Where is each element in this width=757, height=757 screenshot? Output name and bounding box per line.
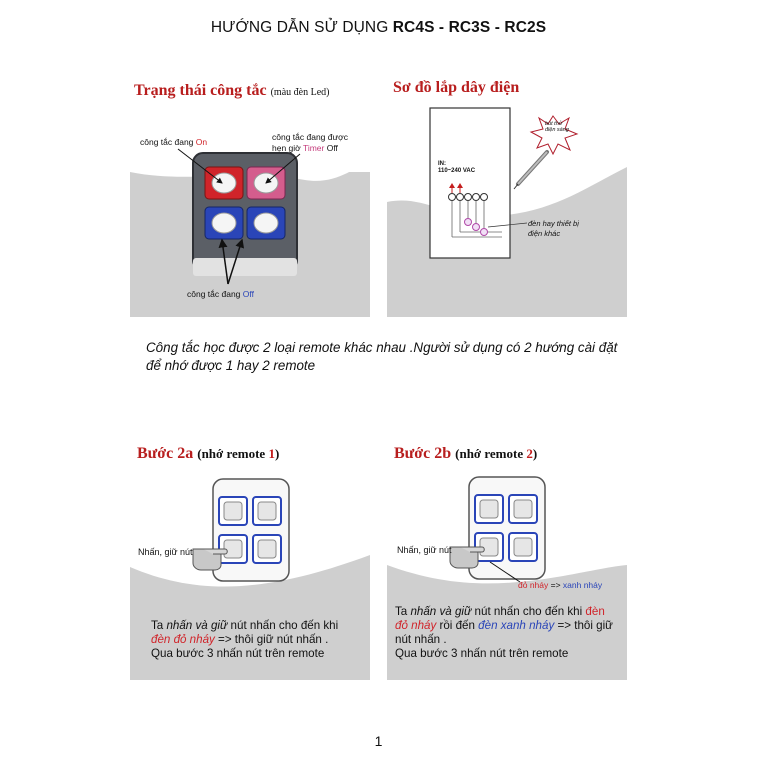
step2b-then: rồi đến xyxy=(436,619,479,632)
label-off-prefix: công tắc đang xyxy=(187,289,243,299)
tester-label xyxy=(545,121,569,133)
step2b-line4: Qua bước 3 nhấn nút trên remote xyxy=(395,647,569,660)
step2b-ta: Ta xyxy=(395,605,411,618)
device-line2: điện khác xyxy=(528,229,561,238)
device-line1: đèn hay thiết bị xyxy=(528,219,579,228)
step2b-sub-suffix: ) xyxy=(532,446,538,461)
status-heading-text: Trạng thái công tắc xyxy=(134,82,267,99)
label-timer-prefix: hẹn giờ xyxy=(272,143,303,153)
tester-line2: điện sáng xyxy=(545,127,569,133)
step2b-sub-num: 2 xyxy=(526,446,533,461)
step2a-red-blink: đèn đỏ nháy xyxy=(151,633,215,646)
step2b-press: nhấn và giữ xyxy=(410,605,472,618)
label-off-word: Off xyxy=(242,289,254,299)
step2a-ta: Ta xyxy=(151,619,167,632)
step2b-instructions xyxy=(395,605,623,661)
blink-arrow: => xyxy=(548,580,563,590)
step2b-title: Bước 2b xyxy=(394,445,452,462)
label-on-word: On xyxy=(195,137,208,147)
label-timer-suffix: Off xyxy=(324,143,338,153)
intro-note xyxy=(146,339,626,375)
step2a-sub-suffix: ) xyxy=(274,446,280,461)
status-heading xyxy=(134,82,329,100)
label-switch-timer xyxy=(272,132,348,154)
terminal-row xyxy=(449,194,488,201)
title-prefix: HƯỚNG DẪN SỬ DỤNG xyxy=(210,19,393,36)
wiring-heading: Sơ đồ lắp dây điện xyxy=(393,79,520,96)
page-number: 1 xyxy=(374,733,383,749)
in-label: IN: xyxy=(438,161,446,167)
step2b-until: nút nhấn cho đến khi xyxy=(471,605,586,618)
title-models: RC4S - RC3S - RC2S xyxy=(392,19,547,36)
document-title xyxy=(0,19,757,37)
blink-red: đỏ nháy xyxy=(518,580,549,590)
step2a-instructions xyxy=(151,619,361,661)
intro-line2: để nhớ được 1 hay 2 remote xyxy=(146,358,316,373)
switch-off-blue-1 xyxy=(205,207,243,239)
step2a-until: nút nhấn cho đến khi xyxy=(227,619,339,632)
hand-pointer-icon xyxy=(193,543,233,573)
step2b-red-blink: đỏ nháy xyxy=(395,619,437,632)
switch-box-4gang xyxy=(187,150,307,280)
wiring-in-label xyxy=(438,161,475,175)
label-switch-off xyxy=(187,289,254,300)
step2b-line3: nút nhấn . xyxy=(395,633,447,646)
step2b-blink-label xyxy=(518,580,602,591)
status-heading-note: (màu đèn Led) xyxy=(270,87,330,98)
switch-on-red xyxy=(205,167,243,199)
step2b-press-label: Nhấn, giữ nút xyxy=(397,545,452,555)
blink-blue: xanh nháy xyxy=(562,580,603,590)
tester-line1: bút thử xyxy=(545,121,563,127)
step2a-press-label: Nhấn, giữ nút xyxy=(138,547,193,557)
step2b-heading xyxy=(394,445,537,463)
label-timer-word: Timer xyxy=(302,143,325,153)
step2b-sub-prefix: (nhớ remote xyxy=(455,446,527,461)
voltage-tester-pen xyxy=(514,152,547,189)
label-switch-on xyxy=(140,137,207,148)
voltage-label: 110~240 VAC xyxy=(438,168,476,174)
step2a-sub-prefix: (nhớ remote xyxy=(197,446,269,461)
step2a-release: => thôi giữ nút nhấn . xyxy=(214,633,329,646)
step2a-press: nhấn và giữ xyxy=(166,619,228,632)
step2b-release: => thôi giữ xyxy=(554,619,613,632)
label-on-prefix: công tắc đang xyxy=(140,137,196,147)
step2a-sub-num: 1 xyxy=(268,446,275,461)
label-timer-line1: công tắc đang được xyxy=(272,132,349,142)
step2a-line3: Qua bước 3 nhấn nút trên remote xyxy=(151,647,325,660)
step2b-den: đèn xyxy=(585,605,605,618)
device-label xyxy=(528,219,579,239)
step2b-blue-blink: đèn xanh nháy xyxy=(478,619,555,632)
wiring-diagram xyxy=(387,72,627,317)
intro-line1: Công tắc học được 2 loại remote khác nhau .Người sử dụng có 2 hướng cài đặt xyxy=(146,340,618,355)
step2a-title: Bước 2a xyxy=(137,445,194,462)
switch-off-blue-2 xyxy=(247,207,285,239)
switch-timer-pink xyxy=(247,167,285,199)
step2a-heading xyxy=(137,445,279,463)
